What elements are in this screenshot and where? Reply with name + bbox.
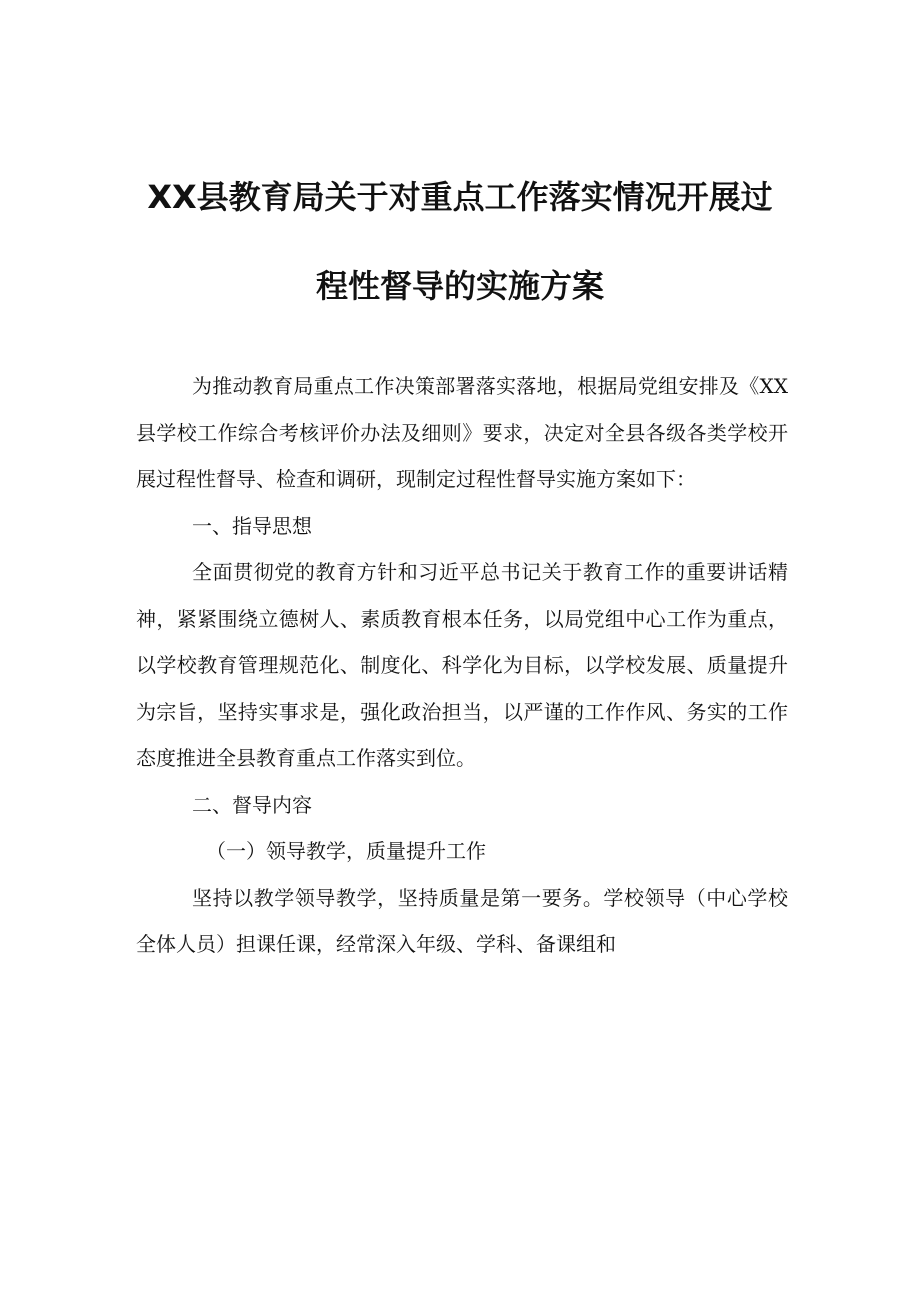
intro-paragraph: 为推动教育局重点工作决策部署落实落地，根据局党组安排及《XX县学校工作综合考核评价办法及细则》要求，决定对全县各级各类学校开展过程性督导、检查和调研，现制定过程性督导实施方案如下： bbox=[136, 374, 788, 491]
section-2-heading: 二、督导内容 bbox=[192, 792, 312, 817]
section-2-sub-1-paragraph: 坚持以教学领导教学，坚持质量是第一要务。学校领导（中心学校全体人员）担课任课，经常深入年级、学科、备课组和 bbox=[136, 885, 788, 956]
section-1-heading: 一、指导思想 bbox=[192, 513, 312, 538]
section-1-paragraph: 全面贯彻党的教育方针和习近平总书记关于教育工作的重要讲话精神，紧紧围绕立德树人、素质教育根本任务，以局党组中心工作为重点，以学校教育管理规范化、制度化、科学化为目标，以学校发展、质量提升为宗旨，坚持实事求是，强化政治担当，以严谨的工作作风、务实的工作态度推进全县教育重点工作落实到位。 bbox=[136, 560, 788, 770]
document-title-line-1: XX县教育局关于对重点工作落实情况开展过 bbox=[147, 178, 773, 216]
document-title-line-2: 程性督导的实施方案 bbox=[315, 267, 604, 305]
document-body bbox=[136, 363, 788, 968]
section-2-subheading-1: （一）领导教学，质量提升工作 bbox=[206, 839, 486, 863]
